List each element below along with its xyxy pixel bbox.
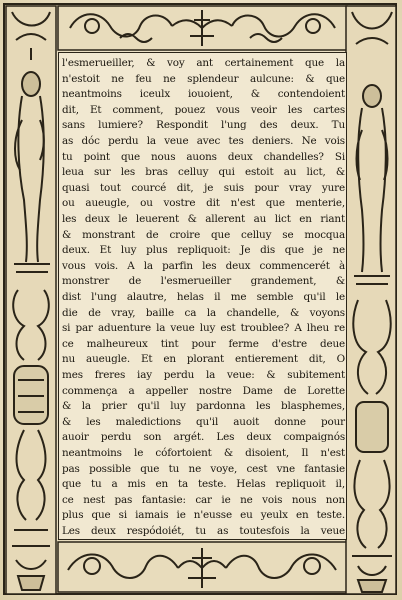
text-line: monstrer de l'esmerueiller grandement, &: [62, 275, 345, 288]
text-line: & la prier qu'il luy pardonna les blasphemes,: [62, 400, 345, 413]
text-line: quasi tout courcé dit, je suis pour vray yure: [62, 181, 345, 194]
text-line: ce malheureux tint pour ferme d'estre deue: [62, 337, 345, 350]
text-line: n'estoit ne feu ne splendeur aulcune: & que: [62, 72, 345, 85]
text-line: vous vois. A la parfin les deux commencerét à: [62, 259, 345, 272]
text-line: neantmoins le cófortoient & disoient, Il n'est: [62, 447, 345, 459]
text-line: plus que si iamais ie n'eusse eu yeulx en teste.: [62, 509, 345, 522]
text-line: sans lumiere? Respondit l'ung des deux. Tu: [62, 119, 345, 132]
text-line: Les deux respódoiét, tu as toutesfois la veue: [62, 525, 345, 537]
text-line: dist l'ung alautre, helas il me semble qu'il le: [62, 291, 345, 303]
text-line: l'esmerueiller, & voy ant certainement que la: [62, 57, 345, 69]
text-line: les deux le leuerent & allerent au lict en riant: [62, 213, 345, 225]
text-line: tu point que nous auons deux chandelles? Si: [62, 150, 345, 163]
text-line: leua sur les bras celluy qui estoit au lict, &: [62, 166, 345, 179]
text-line: & monstrant de croire que celluy se mocqua: [62, 228, 345, 241]
bottom-arabesque-ornament: [58, 542, 347, 592]
text-line: mes freres iay perdu la veue: & subitement: [62, 369, 345, 381]
text-block: [58, 52, 347, 540]
text-line: auoir perdu son argét. Les deux compaignós: [62, 431, 345, 444]
text-line: & les maledictions qu'il auoit donne pour: [62, 415, 345, 428]
text-line: die de vray, baille ca la chandelle, & voyons: [62, 306, 345, 319]
text-line: nu aueugle. Et en plorant entierement dit, O: [62, 353, 345, 366]
left-figure-column: [6, 6, 56, 594]
text-line: pas possible que tu ne voye, cest vne fantasie: [62, 462, 345, 475]
text-line: si par aduenture la veue luy est troublee? A lheu re: [62, 322, 345, 335]
text-line: as dóc perdu la veue avec tes deniers. Ne vois: [62, 135, 345, 147]
text-line: commença a appeller nostre Dame de Lorette: [62, 384, 345, 397]
right-figure-column: [346, 6, 396, 594]
top-arabesque-ornament: [58, 6, 347, 50]
text-line: ou aueugle, ou vostre dit n'est que menterie,: [62, 197, 345, 210]
text-line: neantmoins iceulx iouoient, & contendoient: [62, 88, 345, 101]
text-line: deux. Et luy plus repliquoit: Je dis que je ne: [62, 244, 345, 257]
text-line: ce nest pas fantasie: car ie ne vois nous non: [62, 493, 345, 506]
text-line: dit, Et comment, pouez vous veoir les cartes: [62, 103, 345, 116]
text-line: que tu a mis en ta teste. Helas repliquoit il,: [62, 478, 345, 491]
